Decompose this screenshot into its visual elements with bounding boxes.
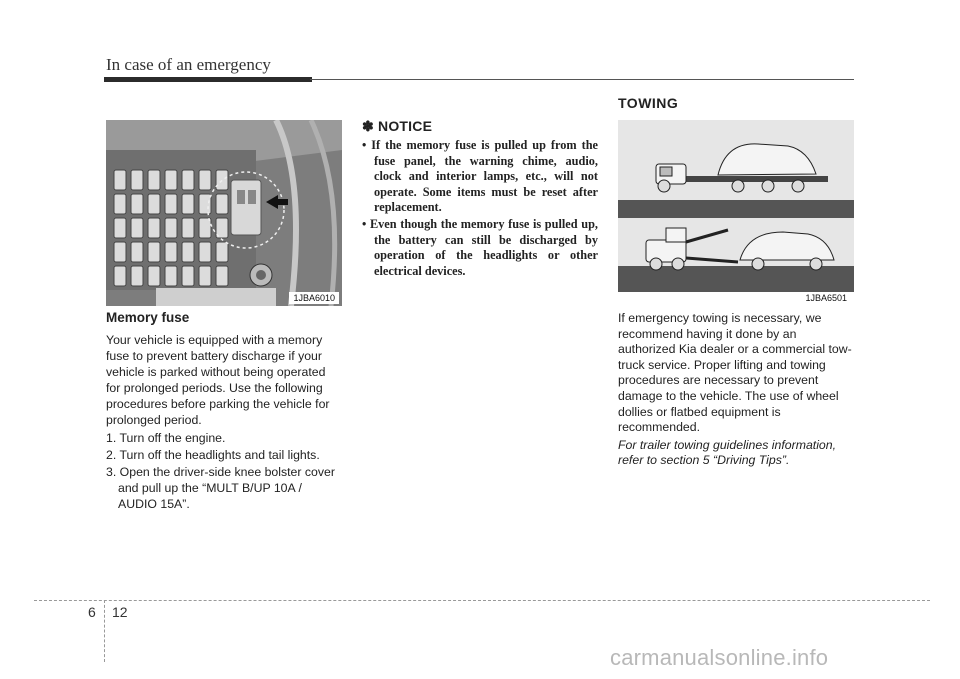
fuse bbox=[114, 242, 126, 262]
fuse bbox=[216, 170, 228, 190]
fuse bbox=[199, 266, 211, 286]
memory-fuse-body bbox=[106, 332, 342, 513]
fuse bbox=[131, 194, 143, 214]
memory-fuse-paragraph: Your vehicle is equipped with a memory fuse to prevent battery discharge if your vehicle is parked without being operated for prolonged periods. Use the following procedures before parking the vehicle for prolonged period. bbox=[106, 333, 330, 427]
fuse-grid bbox=[114, 170, 228, 286]
fuse bbox=[114, 218, 126, 238]
page-number: 12 bbox=[112, 604, 128, 620]
fuse bbox=[182, 266, 194, 286]
watermark: carmanualsonline.info bbox=[610, 645, 829, 670]
fuse bbox=[199, 194, 211, 214]
fuse bbox=[165, 242, 177, 262]
fuse bbox=[182, 170, 194, 190]
fuse-panel-illustration bbox=[106, 120, 342, 306]
towing-body bbox=[618, 311, 856, 471]
fuse bbox=[148, 170, 160, 190]
header-rule bbox=[310, 79, 854, 80]
fuse bbox=[148, 242, 160, 262]
section-title: In case of an emergency bbox=[106, 55, 271, 74]
fuse bbox=[131, 170, 143, 190]
fuse bbox=[114, 170, 126, 190]
notice-list bbox=[362, 138, 598, 280]
towing-image-label: 1JBA6501 bbox=[801, 292, 851, 304]
notice-item: • If the memory fuse is pulled up from the fuse panel, the warning chime, audio, clock and interior lamps, etc., will not operate. Some items must be reset after replacement. bbox=[362, 138, 598, 215]
fuse bbox=[216, 194, 228, 214]
step-item: 2. Turn off the headlights and tail lights. bbox=[106, 448, 320, 462]
tow-truck-illustration bbox=[618, 120, 854, 306]
fuse bbox=[148, 194, 160, 214]
footer-rule bbox=[34, 600, 930, 601]
towing-title: TOWING bbox=[618, 95, 679, 111]
fuse bbox=[131, 218, 143, 238]
fuse bbox=[114, 194, 126, 214]
notice-title: ✽ NOTICE bbox=[362, 118, 433, 134]
fuse bbox=[165, 194, 177, 214]
fuse bbox=[216, 242, 228, 262]
step-item: 1. Turn off the engine. bbox=[106, 431, 226, 445]
fuse bbox=[148, 266, 160, 286]
towing-note: For trailer towing guidelines information, refer to section 5 “Driving Tips”. bbox=[618, 437, 837, 468]
fuse bbox=[182, 194, 194, 214]
notice-item: • Even though the memory fuse is pulled up, the battery can still be discharged by operation of the headlights or other electrical devices. bbox=[362, 216, 598, 278]
chapter-number: 6 bbox=[88, 604, 96, 620]
fuse bbox=[199, 170, 211, 190]
step-item: 3. Open the driver-side knee bolster cover and pull up the “MULT B/UP 10A / AUDIO 15A”. bbox=[106, 465, 335, 511]
fuse bbox=[165, 266, 177, 286]
fuse bbox=[182, 242, 194, 262]
fuse bbox=[131, 266, 143, 286]
fuse bbox=[182, 218, 194, 238]
header-bar bbox=[104, 77, 312, 82]
footer-vertical-rule bbox=[104, 600, 105, 662]
fuse-panel-photo bbox=[106, 120, 342, 306]
fuse bbox=[131, 242, 143, 262]
fuse bbox=[199, 242, 211, 262]
step-list bbox=[106, 430, 342, 512]
fuse bbox=[148, 218, 160, 238]
towing-paragraph: If emergency towing is necessary, we recommend having it done by an authorized Kia dealer or a commercial tow-truck service. Proper lifting and towing procedures are necessary to prevent damage to the vehicle. The use of wheel dollies or flatbed equipment is recommended. bbox=[618, 311, 852, 435]
fuse bbox=[216, 266, 228, 286]
fuse bbox=[114, 266, 126, 286]
memory-fuse-heading: Memory fuse bbox=[106, 310, 190, 325]
fuse bbox=[165, 218, 177, 238]
photo-label: 1JBA6010 bbox=[289, 292, 339, 304]
fuse bbox=[165, 170, 177, 190]
towing-illustration bbox=[618, 120, 854, 306]
